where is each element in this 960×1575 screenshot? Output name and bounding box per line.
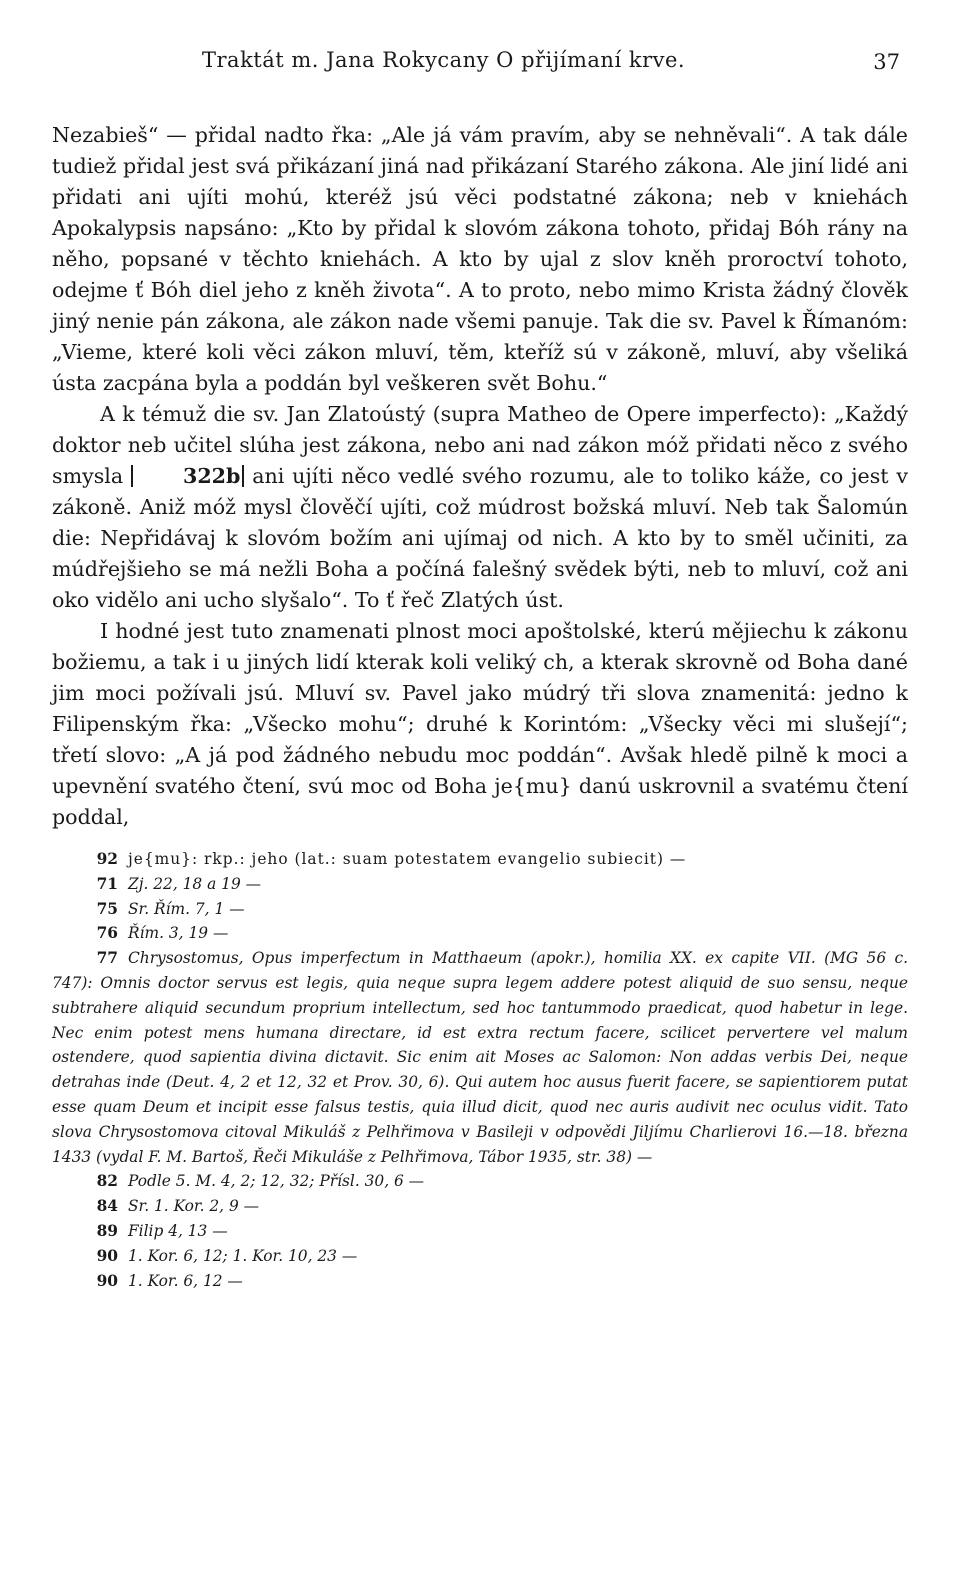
footnote bbox=[52, 847, 908, 872]
footnote-text: Chrysostomus, Opus imperfectum in Matthaeum (apokr.), homilia XX. ex capite VII. (MG 56 c. 747): Omnis doctor servus est legis, quia neque supra legem addere potest aliquid de suo sensu, neque subtrahere aliquid secundum proprium intellectum, sed hoc tantummodo praedicat, quod habetur in lege. Nec enim potest mens humana directare, id est extra rectum facere, scilicet pervertere vel malum ostendere, quod sapientia divina dictavit. Sic enim ait Moses ac Salomon: Non addas verbis Dei, neque detrahas inde (Deut. 4, 2 et 12, 32 et Prov. 30, 6). Qui autem hoc ausus fuerit facere, se sapientiorem putat esse quam Deum et incipit esse falsus testis, quia illud dicit, quod nec auris audivit nec oculus vidit. Tato slova Chrysostomova citoval Mikuláš z Pelhřimova v Basileji v odpovědi Jiljímu Charlierovi 16.—18. března 1433 (vydal F. M. Bartoš, Řeči Mikuláše z Pelhřimova, Tábor 1935, str. 38) — bbox=[52, 949, 908, 1166]
footnote bbox=[52, 1194, 908, 1219]
footnote bbox=[52, 872, 908, 897]
footnote-number: 84 bbox=[96, 1197, 118, 1216]
page-header bbox=[52, 40, 908, 80]
footnotes bbox=[52, 847, 908, 1293]
body-text bbox=[52, 120, 908, 833]
paragraph-3-text-b: danú uskrovnil a svatému čtení poddal, bbox=[52, 774, 909, 829]
footnote bbox=[52, 921, 908, 946]
paragraph-3 bbox=[52, 616, 908, 833]
footnote bbox=[52, 897, 908, 922]
paragraph-2 bbox=[52, 399, 908, 616]
footnote-text: Sr. 1. Kor. 2, 9 — bbox=[128, 1197, 260, 1216]
footnote-text: Sr. Řím. 7, 1 — bbox=[128, 899, 245, 918]
footnote-number: 77 bbox=[96, 949, 118, 968]
footnote bbox=[52, 946, 908, 1169]
footnote-text: 1. Kor. 6, 12; 1. Kor. 10, 23 — bbox=[128, 1246, 358, 1265]
footnote-text: Zj. 22, 18 a 19 — bbox=[128, 874, 262, 893]
footnote-text: Filip 4, 13 — bbox=[128, 1221, 228, 1240]
footnote-text: Podle 5. M. 4, 2; 12, 32; Přísl. 30, 6 — bbox=[128, 1172, 425, 1191]
page-number: 37 bbox=[873, 50, 900, 74]
footnote-number: 75 bbox=[96, 899, 118, 918]
running-title: Traktát m. Jana Rokycany O přijímaní krve. bbox=[202, 48, 686, 72]
footnote-number: 89 bbox=[96, 1221, 118, 1240]
paragraph-3-text-a: I hodné jest tuto znamenati plnost moci apoštolské, kterú mějiechu k zákonu božiemu, a tak i u jiných lidí kterak koli veliký ch, a kterak skrovně od Boha dané jim moci požívali jsú. Mluví sv. Pavel jako múdrý tři slova znamenitá: jedno k Filipenským řka: „Všecko mohu“; druhé k Korintóm: „Všecky věci mi slušejí“; třetí slovo: „A já pod žádného nebudu moc poddán“. Avšak hledě pilně k moci a upevnění svatého čtení, svú moc od Boha je bbox=[52, 619, 908, 798]
paragraph-1: Nezabieš“ — přidal nadto řka: „Ale já vám pravím, aby se nehněvali“. A tak dále tudiež přidal jest svá přikázaní jiná nad přikázaní Starého zákona. Ale jiní lidé ani přidati ani ujíti mohú, kteréž jsú věci podstatné zákona; neb v kniehách Apokalypsis napsáno: „Kto by přidal k slovóm zákona tohoto, přidaj Bóh rány na něho, popsané v těchto kniehách. A kto by ujal z slov kněh proroctví tohoto, odejme ť Bóh diel jeho z kněh života“. A to proto, nebo mimo Krista žádný člověk jiný nenie pán zákona, ale zákon nade všemi panuje. Tak die sv. Pavel k Římanóm: „Vieme, které koli věci zákon mluví, těm, kteříž sú v zákoně, mluví, aby všeliká ústa zacpána byla a poddán byl veškeren svět Bohu.“ bbox=[52, 123, 908, 395]
footnote-number: 90 bbox=[96, 1246, 118, 1265]
footnote-text: je{mu}: rkp.: jeho (lat.: suam potestatem evangelio subiecit) — bbox=[128, 850, 687, 868]
footnote-text: 1. Kor. 6, 12 — bbox=[128, 1271, 243, 1290]
footnote bbox=[52, 1244, 908, 1269]
footnote-number: 90 bbox=[96, 1271, 118, 1290]
footnote-text: Řím. 3, 19 — bbox=[128, 924, 229, 943]
emendation-brace: {mu} bbox=[512, 774, 572, 798]
footnote bbox=[52, 1219, 908, 1244]
footnote bbox=[52, 1269, 908, 1294]
footnote-number: 82 bbox=[96, 1172, 118, 1191]
footnote-number: 92 bbox=[96, 850, 118, 868]
footnote-number: 76 bbox=[96, 924, 118, 943]
footnote-number: 71 bbox=[96, 874, 118, 893]
footnote bbox=[52, 1169, 908, 1194]
paragraph-2-text-b: ani ujíti něco vedlé svého rozumu, ale to toliko káže, co jest v zákoně. Aniž móž mysl člověčí ujíti, což múdrost božská mluví. Neb tak Šalomún die: Nepřidávaj k slovóm božím ani ujímaj od nich. A kto by to směl učiniti, za múdřejšieho se má nežli Boha a počíná falešný svědek býti, neb to mluví, což ani oko vidělo ani ucho slyšalo“. To ť řeč Zlatých úst. bbox=[52, 464, 908, 612]
folio-marker: 322b bbox=[131, 465, 244, 487]
paragraph-2-text-a: A k témuž die sv. Jan Zlatoústý (supra Matheo de Opere imperfecto): „Každý doktor neb učitel slúha jest zákona, nebo ani nad zákon móž přidati něco z svého smysla bbox=[52, 402, 908, 488]
